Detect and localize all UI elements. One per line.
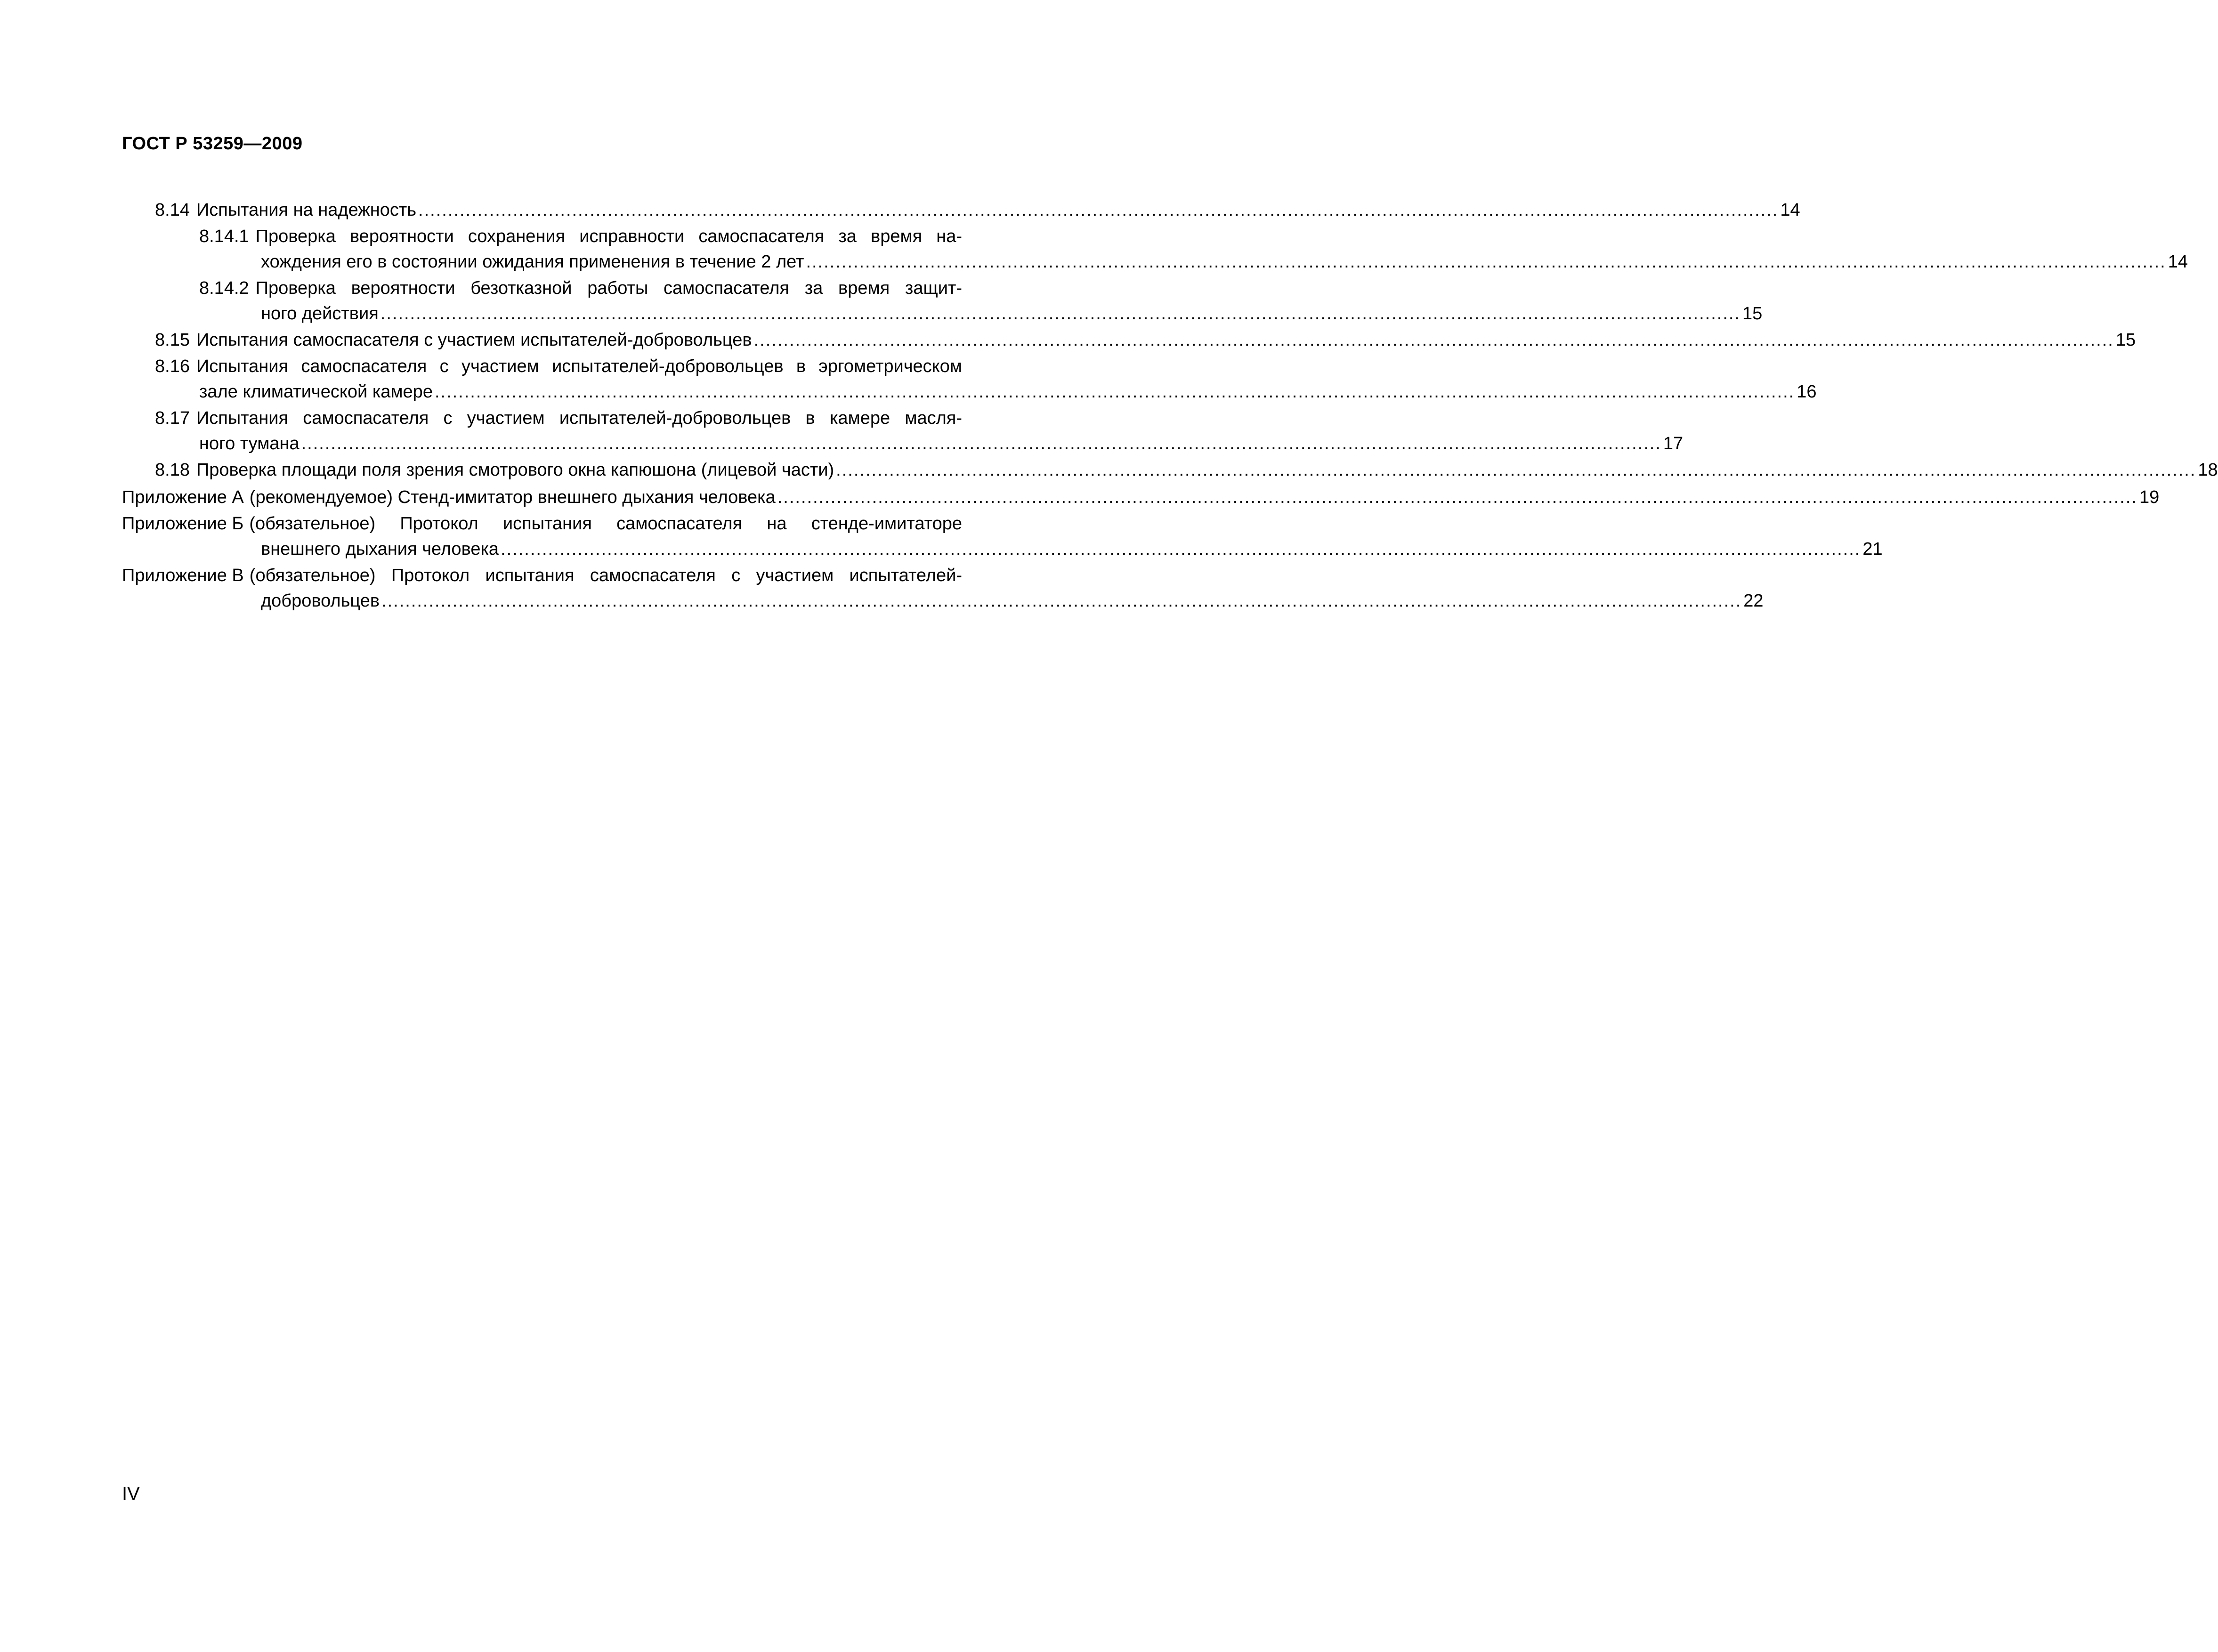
- toc-number: 8.16: [155, 356, 190, 376]
- toc-title: (рекомендуемое) Стенд-имитатор внешнего дыхания человека: [249, 487, 776, 507]
- toc-entry-8-18[interactable]: [155, 460, 2218, 480]
- toc-title: Проверка вероятности сохранения исправности самоспасателя за время на-: [255, 227, 962, 246]
- toc-title-continuation: добровольцев: [261, 591, 380, 611]
- toc-title: (обязательное) Протокол испытания самоспасателя на стенде-имитаторе: [249, 514, 962, 534]
- toc-number: Приложение В: [122, 566, 244, 585]
- toc-entry-8-14[interactable]: [155, 200, 1800, 220]
- toc-title: Испытания на надежность: [196, 200, 417, 220]
- toc-number: 8.15: [155, 330, 190, 350]
- toc-number: 8.18: [155, 460, 190, 480]
- toc-number: 8.14.1: [199, 227, 249, 246]
- toc-page: 14: [1780, 200, 1800, 220]
- toc-page: 21: [1862, 539, 1883, 559]
- toc-title: Испытания самоспасателя с участием испытателей-добровольцев в эргометрическом: [196, 356, 962, 376]
- toc-leader: ......................................................................................................................................................................................................................................: [501, 539, 1861, 559]
- toc-leader: ......................................................................................................................................................................................................................................: [418, 200, 1779, 220]
- toc-entry-8-14-1-cont[interactable]: [261, 251, 2188, 272]
- toc-leader: ......................................................................................................................................................................................................................................: [777, 487, 2137, 507]
- toc-page: 19: [2139, 487, 2160, 507]
- toc-title-continuation: внешнего дыхания человека: [261, 539, 499, 559]
- toc-leader: ......................................................................................................................................................................................................................................: [753, 330, 2114, 350]
- toc-title: Испытания самоспасателя с участием испытателей-добровольцев: [196, 330, 752, 350]
- toc-page: 14: [2168, 252, 2188, 272]
- toc-page: 16: [1797, 382, 1817, 402]
- toc-title-continuation: ного действия: [261, 304, 379, 324]
- toc-entry-8-17-cont[interactable]: [199, 433, 1684, 454]
- toc-entry-appendix-v-cont[interactable]: [261, 591, 1764, 611]
- toc-leader: ......................................................................................................................................................................................................................................: [806, 252, 2166, 272]
- toc-number: Приложение А: [122, 487, 244, 507]
- toc-title-continuation: зале климатической камере: [199, 382, 433, 402]
- toc-page: 15: [1742, 304, 1763, 324]
- toc-page: 18: [2198, 460, 2218, 480]
- toc-number: 8.14.2: [199, 278, 249, 298]
- toc-entry-8-14-2-cont[interactable]: [261, 303, 1763, 324]
- toc-entry-appendix-a[interactable]: [122, 487, 2160, 508]
- toc-title: Проверка вероятности безотказной работы самоспасателя за время защит-: [255, 278, 962, 298]
- toc-entry-appendix-b[interactable]: [122, 513, 962, 534]
- toc-leader: ......................................................................................................................................................................................................................................: [380, 304, 1741, 324]
- toc-number: Приложение Б: [122, 514, 244, 534]
- toc-entry-appendix-b-cont[interactable]: [261, 539, 1883, 559]
- toc-entry-8-16-cont[interactable]: [199, 381, 1817, 402]
- toc-leader: ......................................................................................................................................................................................................................................: [381, 591, 1742, 611]
- toc-title: (обязательное) Протокол испытания самоспасателя с участием испытателей-: [249, 566, 962, 585]
- toc-entry-8-14-2[interactable]: [199, 278, 962, 299]
- toc-leader: ......................................................................................................................................................................................................................................: [434, 382, 1795, 402]
- toc-title: Испытания самоспасателя с участием испытателей-добровольцев в камере масля-: [196, 408, 962, 428]
- document-header: ГОСТ Р 53259—2009: [122, 134, 303, 154]
- toc-number: 8.17: [155, 408, 190, 428]
- toc-page: 15: [2115, 330, 2136, 350]
- toc-entry-8-17[interactable]: [155, 408, 962, 429]
- toc-page: 22: [1743, 591, 1764, 611]
- toc-page: 17: [1663, 434, 1684, 453]
- toc-title-continuation: ного тумана: [199, 434, 300, 453]
- toc-entry-8-16[interactable]: [155, 356, 962, 377]
- toc-entry-8-14-1[interactable]: [199, 226, 962, 247]
- toc-leader: ......................................................................................................................................................................................................................................: [836, 460, 2196, 480]
- page-number: IV: [122, 1483, 140, 1504]
- toc-number: 8.14: [155, 200, 190, 220]
- toc-entry-8-15[interactable]: [155, 330, 2136, 350]
- toc-entry-appendix-v[interactable]: [122, 565, 962, 586]
- toc-leader: ......................................................................................................................................................................................................................................: [301, 434, 1661, 453]
- toc-title-continuation: хождения его в состоянии ожидания применения в течение 2 лет: [261, 252, 804, 272]
- toc-title: Проверка площади поля зрения смотрового окна капюшона (лицевой части): [196, 460, 834, 480]
